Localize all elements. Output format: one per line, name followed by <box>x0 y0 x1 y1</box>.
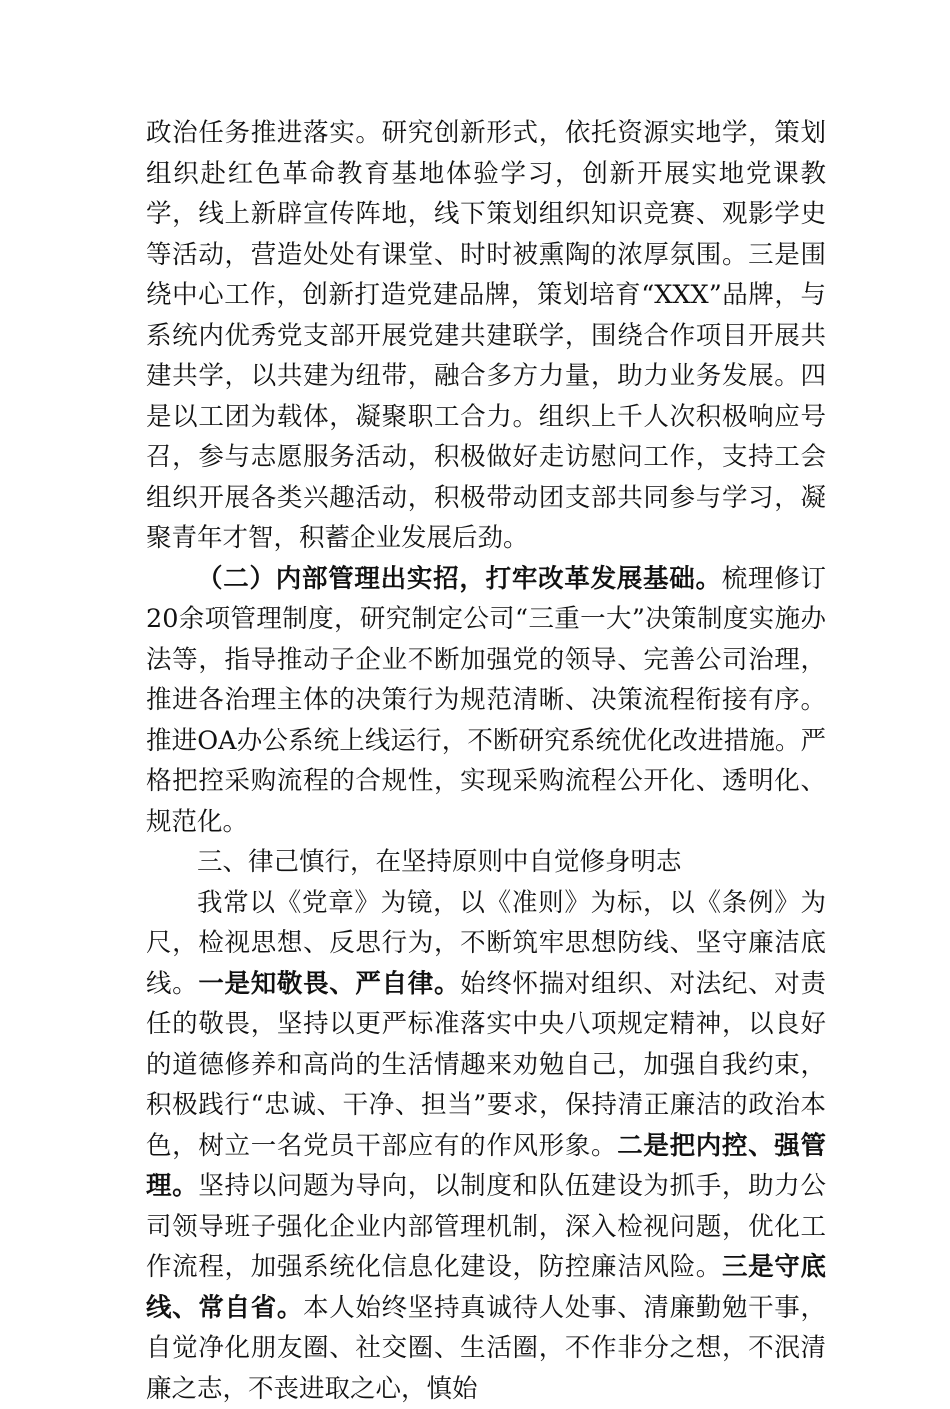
point-lead-two: 二是把内控、强管理。 <box>146 1131 826 1202</box>
point-text-two: 坚持以问题为导向，以制度和队伍建设为抓手，助力公司领导班子强化企业内部管理机制，深入检视问题，优化工作流程，加强系统化信息化建设，防控廉洁风险。 <box>146 1171 826 1282</box>
paragraph-party-building <box>146 113 826 559</box>
document-page <box>146 113 826 1409</box>
point-lead-three: 三是守底线、常自省。 <box>146 1252 826 1323</box>
point-lead-one: 一是知敬畏、严自律。 <box>198 969 460 999</box>
point-text-one: 始终怀揣对组织、对法纪、对责任的敬畏，坚持以更严标准落实中央八项规定精神，以良好的道德修养和高尚的生活情趣来劝勉自己，加强自我约束，积极践行“忠诚、干净、担当”要求，保持清正廉洁的政治本色，树立一名党员干部应有的作风形象。 <box>146 969 826 1161</box>
paragraph-intro: 我常以《党章》为镜，以《准则》为标，以《条例》为尺，检视思想、反思行为，不断筑牢思想防线、坚守廉洁底线。 <box>146 888 826 999</box>
paragraph-internal-management <box>146 559 826 843</box>
paragraph-self-discipline <box>146 883 826 1409</box>
paragraph-text: 政治任务推进落实。研究创新形式，依托资源实地学，策划组织赴红色革命教育基地体验学习，创新开展实地党课教学，线上新辟宣传阵地，线下策划组织知识竞赛、观影学史等活动，营造处处有课堂、时时被熏陶的浓厚氛围。三是围绕中心工作，创新打造党建品牌，策划培育“XXX”品牌，与系统内优秀党支部开展党建共建联学，围绕合作项目开展共建共学，以共建为纽带，融合多方力量，助力业务发展。四是以工团为载体，凝聚职工合力。组织上千人次积极响应号召，参与志愿服务活动，积极做好走访慰问工作，支持工会组织开展各类兴趣活动，积极带动团支部共同参与学习，凝聚青年才智，积蓄企业发展后劲。 <box>146 118 826 553</box>
paragraph-text: 梳理修订20余项管理制度，研究制定公司“三重一大”决策制度实施办法等，指导推动子企业不断加强党的领导、完善公司治理，推进各治理主体的决策行为规范清晰、决策流程衔接有序。推进OA办公系统上线运行，不断研究系统优化改进措施。严格把控采购流程的合规性，实现采购流程公开化、透明化、规范化。 <box>146 564 826 837</box>
section-lead-internal-management: （二）内部管理出实招，打牢改革发展基础。 <box>197 564 722 594</box>
section-heading-three: 三、律己慎行，在坚持原则中自觉修身明志 <box>146 842 826 883</box>
point-text-three: 本人始终坚持真诚待人处事、清廉勤勉干事，自觉净化朋友圈、社交圈、生活圈，不作非分之想，不泯清廉之志，不丧进取之心，慎始 <box>146 1293 826 1404</box>
